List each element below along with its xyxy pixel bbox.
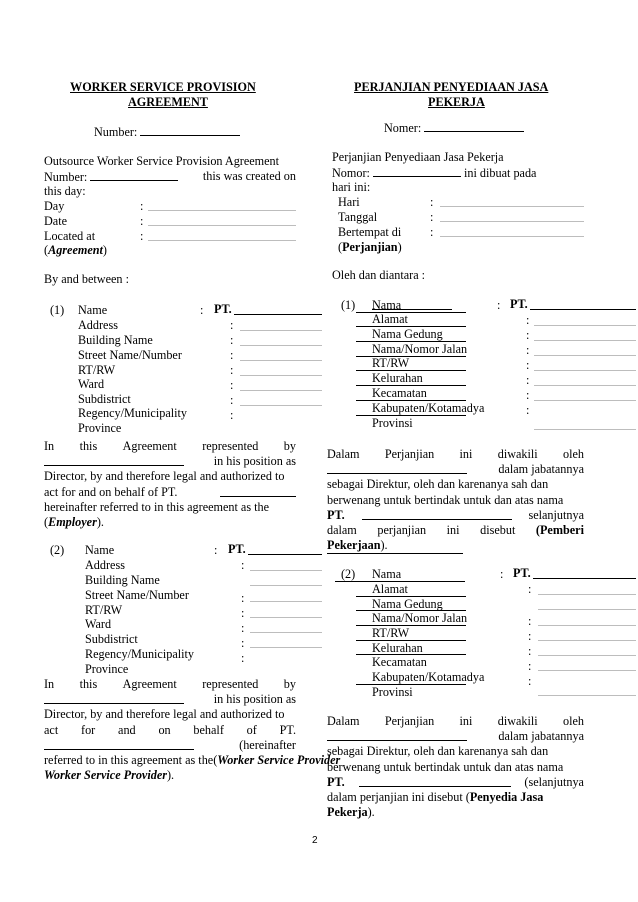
label-line — [356, 385, 466, 386]
colon: : — [430, 210, 434, 224]
label-line — [356, 596, 466, 597]
field-blank[interactable] — [240, 405, 322, 406]
party-label: Nama — [372, 298, 402, 312]
party-label: Nama Gedung — [372, 597, 443, 611]
company-blank-id[interactable] — [359, 775, 511, 787]
colon: : — [430, 225, 434, 239]
party-label: Kecamatan — [372, 386, 427, 400]
field-blank[interactable] — [250, 632, 322, 633]
colon: : — [430, 195, 434, 209]
colon: : — [140, 229, 144, 243]
field-blank[interactable] — [534, 325, 636, 326]
label-line — [356, 312, 466, 313]
party-label: Nama Gedung — [372, 327, 443, 341]
colon: : — [214, 543, 218, 557]
field-blank[interactable] — [534, 429, 636, 430]
party-label: RT/RW — [372, 356, 410, 370]
field-blank[interactable] — [240, 360, 322, 361]
field-blank[interactable] — [534, 385, 636, 386]
field-location-blank[interactable] — [148, 240, 296, 241]
field-blank[interactable] — [240, 375, 322, 376]
name-line-id — [372, 309, 452, 310]
field-day-label: Day — [44, 199, 65, 213]
title-en-line2: AGREEMENT — [128, 95, 208, 109]
field-blank[interactable] — [240, 390, 322, 391]
agreement-number-blank-id[interactable] — [373, 165, 461, 177]
party-label: Name — [78, 303, 108, 317]
colon: : — [497, 298, 501, 312]
colon: : — [230, 333, 234, 347]
party-label: Alamat — [372, 312, 408, 326]
field-blank[interactable] — [534, 355, 636, 356]
party1-paragraph-id: Dalam Perjanjian ini diwakili oleh dalam jabatannya sebagai Direktur, oleh dan karenanya sah dan berwenang untuk bertindak untuk dan atas nama PT. selanjutnya dalam perjanjian ini disebut (Pemberi Pekerjaan ). — [327, 447, 584, 553]
colon: : — [526, 313, 530, 327]
colon: : — [200, 303, 204, 317]
party2-number-en: (2) — [50, 543, 65, 557]
party-label: Kelurahan — [372, 371, 423, 385]
field-blank[interactable] — [538, 594, 636, 595]
field-blank[interactable] — [534, 340, 636, 341]
agreement-label-id: (Perjanjian) — [338, 240, 402, 254]
party-label: Provinsi — [372, 685, 413, 699]
agreement-label-en: (Agreement) — [44, 243, 107, 257]
party-label: Province — [78, 421, 122, 435]
field-blank[interactable] — [250, 570, 322, 571]
company-blank[interactable] — [220, 485, 296, 497]
colon: : — [526, 343, 530, 357]
colon: : — [526, 328, 530, 342]
field-date-label: Date — [44, 214, 68, 228]
party-label: Nama/Nomor Jalan — [372, 611, 468, 625]
pt-label: PT. — [228, 542, 246, 556]
colon: : — [241, 558, 245, 572]
field-blank[interactable] — [538, 640, 636, 641]
by-between-en: By and between : — [44, 272, 129, 286]
label-line — [356, 370, 466, 371]
label-line — [356, 341, 466, 342]
label-line — [356, 326, 466, 327]
field-blank[interactable] — [250, 601, 322, 602]
party2-paragraph-en: In this Agreement represented by in his position as Director, by and therefore legal and authorized to act for and on behalf of PT. (hereinafter referred to in this agreement as the (Worker Service Provider Worker Service Provider ). — [44, 677, 341, 783]
number-blank-en[interactable] — [140, 124, 240, 136]
colon: : — [230, 378, 234, 392]
intro-en-line3: this day: — [44, 184, 86, 198]
colon: : — [528, 644, 532, 658]
colon: : — [526, 373, 530, 387]
intro-id-line2: Nomor: ini dibuat pada — [332, 166, 537, 180]
party-label: Subdistrict — [78, 392, 131, 406]
colon: : — [230, 393, 234, 407]
pt-label: PT. — [510, 297, 528, 311]
colon: : — [230, 363, 234, 377]
colon: : — [230, 408, 234, 422]
colon: : — [140, 199, 144, 213]
party-label: Building Name — [78, 333, 153, 347]
colon: : — [528, 614, 532, 628]
label-line — [356, 640, 466, 641]
party-label: Nama — [372, 567, 402, 581]
label-line — [356, 625, 466, 626]
intro-en-line1: Outsource Worker Service Provision Agreement — [44, 154, 280, 168]
field-blank[interactable] — [534, 400, 636, 401]
label-line — [356, 684, 466, 685]
field-date-blank[interactable] — [148, 225, 296, 226]
colon: : — [241, 621, 245, 635]
field-blank[interactable] — [250, 585, 322, 586]
party-label: Kabupaten/Kotamadya — [372, 670, 485, 684]
field-blank[interactable] — [534, 370, 636, 371]
label-line — [356, 610, 466, 611]
colon: : — [241, 651, 245, 665]
number-label-id: Nomer: — [384, 120, 524, 135]
number-label-en: Number: — [94, 124, 240, 139]
colon: : — [241, 591, 245, 605]
party-label: Address — [85, 558, 125, 572]
representative-blank-id[interactable] — [327, 462, 467, 474]
party-label: Street Name/Number — [78, 348, 182, 362]
field-blank[interactable] — [240, 330, 322, 331]
pt-label: PT. — [513, 566, 531, 580]
party-label: Subdistrict — [85, 632, 138, 646]
party2-name-blank-en[interactable] — [248, 554, 322, 555]
label-line — [356, 654, 466, 655]
company-blank[interactable] — [44, 738, 194, 750]
colon: : — [140, 214, 144, 228]
colon: : — [241, 606, 245, 620]
party2-paragraph-id: Dalam Perjanjian ini diwakili oleh dalam jabatannya sebagai Direktur, oleh dan karenanya sah dan berwenang untuk bertindak untuk dan atas nama PT. (selanjutnya dalam perjanjian ini disebut (Penyedia Jasa Pekerja ). — [327, 714, 584, 820]
field-blank[interactable] — [250, 647, 322, 648]
colon: : — [528, 674, 532, 688]
party-label: Alamat — [372, 582, 408, 596]
colon: : — [230, 318, 234, 332]
party-label: Regency/Municipality — [85, 647, 194, 661]
label-line — [356, 400, 466, 401]
label-line — [356, 356, 466, 357]
party-label: Name — [85, 543, 115, 557]
party-label: Province — [85, 662, 129, 676]
party-label: Kecamatan — [372, 655, 427, 669]
by-between-id: Oleh dan diantara : — [332, 268, 426, 282]
party2-name-blank-id[interactable] — [533, 578, 636, 579]
field-blank[interactable] — [538, 609, 636, 610]
representative-blank[interactable] — [44, 454, 184, 466]
pt-label: PT. — [214, 302, 232, 316]
colon: : — [526, 403, 530, 417]
field-blank[interactable] — [240, 345, 322, 346]
label-line — [356, 415, 466, 416]
party-label: RT/RW — [372, 626, 410, 640]
intro-en-line2: Number: this was created on — [44, 169, 296, 184]
title-en-line1: WORKER SERVICE PROVISION — [70, 80, 256, 94]
colon: : — [500, 567, 504, 581]
party1-name-blank-id[interactable] — [530, 309, 636, 310]
field-day-blank-id[interactable] — [440, 206, 584, 207]
party-label: Kabupaten/Kotamadya — [372, 401, 485, 415]
agreement-number-blank-en[interactable] — [90, 169, 178, 181]
title-id-line1: PERJANJIAN PENYEDIAAN JASA — [354, 80, 549, 94]
title-id-line2: PEKERJA — [428, 95, 485, 109]
field-blank[interactable] — [538, 670, 636, 671]
intro-id-line3: hari ini: — [332, 180, 371, 194]
intro-id-line1: Perjanjian Penyediaan Jasa Pekerja — [332, 150, 504, 164]
field-day-blank[interactable] — [148, 210, 296, 211]
party-label: Street Name/Number — [85, 588, 189, 602]
page-number: 2 — [312, 835, 318, 846]
party-label: Kelurahan — [372, 641, 423, 655]
colon: : — [526, 388, 530, 402]
party2-number-id: (2) — [341, 567, 356, 581]
field-blank[interactable] — [538, 655, 636, 656]
party-label: Building Name — [85, 573, 160, 587]
representative-blank-id[interactable] — [327, 729, 467, 741]
colon: : — [528, 659, 532, 673]
party1-paragraph-en: In this Agreement represented by in his position as Director, by and therefore legal and authorized to act for and on behalf of PT. hereinafter referred to in this agreement as the ( Employer ). — [44, 439, 296, 529]
party-label: Nama/Nomor Jalan — [372, 342, 468, 356]
party-label: Ward — [85, 617, 112, 631]
party-label: RT/RW — [85, 603, 123, 617]
field-day-label-id: Hari — [338, 195, 360, 209]
field-location-label-id: Bertempat di — [338, 225, 402, 239]
colon: : — [528, 629, 532, 643]
field-date-blank-id[interactable] — [440, 221, 584, 222]
representative-blank[interactable] — [44, 692, 184, 704]
colon: : — [528, 582, 532, 596]
party-label: Ward — [78, 377, 105, 391]
colon: : — [241, 636, 245, 650]
field-location-blank-id[interactable] — [440, 236, 584, 237]
party-label: Address — [78, 318, 118, 332]
field-blank[interactable] — [538, 695, 636, 696]
number-blank-id[interactable] — [424, 120, 524, 132]
party1-name-blank-en[interactable] — [234, 314, 322, 315]
party1-number-id: (1) — [341, 298, 356, 312]
label-line — [335, 581, 465, 582]
party-label: Regency/Municipality — [78, 406, 187, 420]
party1-number-en: (1) — [50, 303, 65, 317]
party-label: Provinsi — [372, 416, 413, 430]
pekerjaan-line — [327, 553, 463, 554]
field-blank[interactable] — [250, 617, 322, 618]
field-blank[interactable] — [538, 625, 636, 626]
colon: : — [526, 358, 530, 372]
field-date-label-id: Tanggal — [338, 210, 378, 224]
colon: : — [230, 348, 234, 362]
field-location-label: Located at — [44, 229, 96, 243]
party-label: RT/RW — [78, 363, 116, 377]
company-blank-id[interactable] — [362, 508, 512, 520]
